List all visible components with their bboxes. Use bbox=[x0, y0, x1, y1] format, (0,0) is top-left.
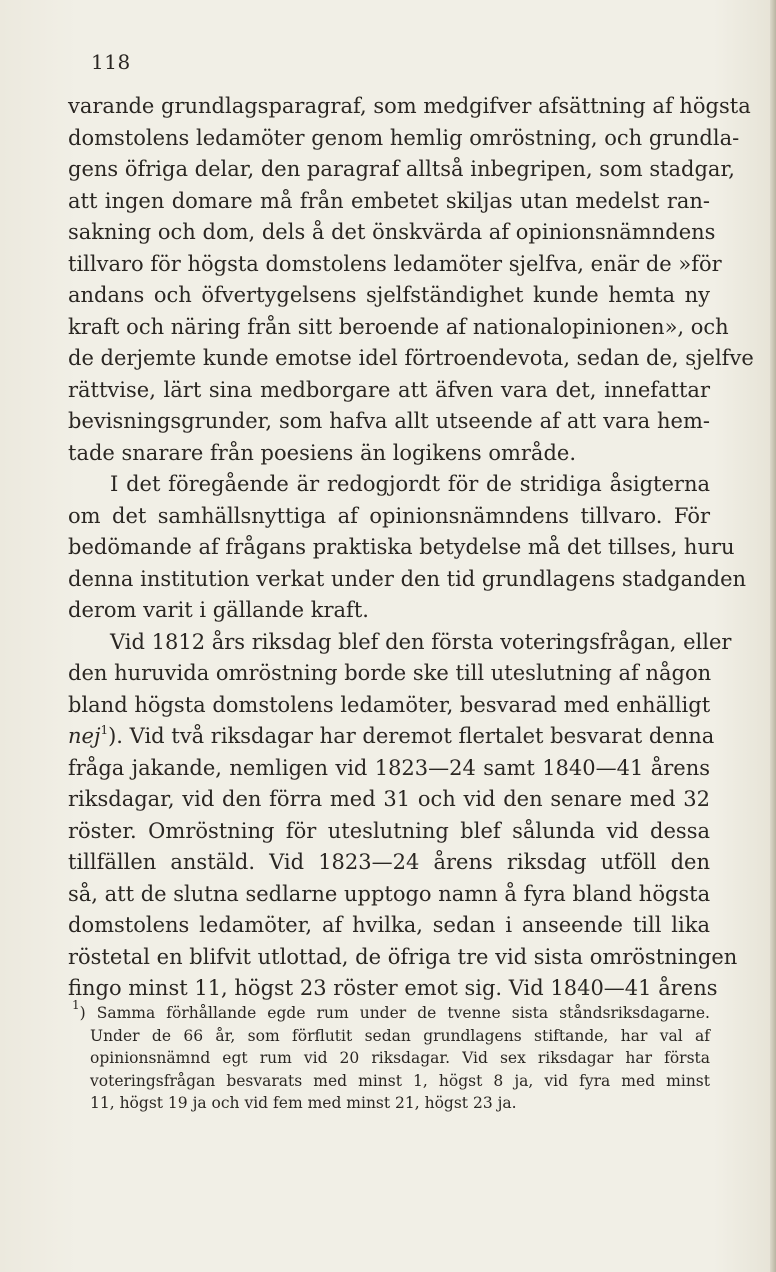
text-line: fråga jakande, nemligen vid 1823—24 samt 1840—41 årens bbox=[68, 755, 710, 780]
text-line: bland högsta domstolens ledamöter, besvarad med enhälligt bbox=[68, 692, 711, 717]
text-line-rest: ). Vid två riksdagar har deremot flertalet besvarat denna bbox=[108, 724, 715, 748]
text-line: bedömande af frågans praktiska betydelse må det tillses, huru bbox=[68, 535, 735, 559]
text-line: denna institution verkat under den tid grundlagens stadganden bbox=[68, 566, 747, 591]
text-line: domstolens ledamöter genom hemlig omröstning, och grundla- bbox=[68, 125, 740, 150]
footnote-line: 11, högst 19 ja och vid fem med minst 21, högst 23 ja. bbox=[90, 1094, 517, 1112]
footnotes bbox=[72, 998, 710, 1115]
footnote-mark: 1 bbox=[72, 998, 80, 1012]
text-line-with-note bbox=[68, 721, 715, 753]
text-line: om det samhällsnyttiga af opinionsnämndens tillvaro. För bbox=[68, 503, 710, 528]
paragraph-3 bbox=[68, 627, 738, 1005]
text-line: kraft och näring från sitt beroende af nationalopinionen», och bbox=[68, 314, 729, 339]
text-line: att ingen domare må från embetet skiljas utan medelst ran- bbox=[68, 188, 710, 213]
text-line: röster. Omröstning för uteslutning blef sålunda vid dessa bbox=[68, 818, 710, 843]
text-line: derom varit i gällande kraft. bbox=[68, 598, 369, 622]
text-line: gens öfriga delar, den paragraf alltså inbegripen, som stadgar, bbox=[68, 157, 735, 181]
text-line: fingo minst 11, högst 23 röster emot sig. Vid 1840—41 årens bbox=[68, 976, 718, 1000]
body-text bbox=[68, 91, 754, 1005]
text-line: den huruvida omröstning borde ske till uteslutning af någon bbox=[68, 661, 712, 685]
footnote-line: voteringsfrågan besvarats med minst 1, högst 8 ja, vid fyra med minst bbox=[90, 1071, 710, 1090]
text-line: riksdagar, vid den förra med 31 och vid den senare med 32 bbox=[68, 787, 710, 811]
text-line: tade snarare från poesiens än logikens område. bbox=[68, 440, 576, 465]
text-line: bevisningsgrunder, som hafva allt utseende af att vara hem- bbox=[68, 409, 710, 433]
footnote-line: opinionsnämnd egt rum vid 20 riksdagar. Vid sex riksdagar har första bbox=[90, 1049, 710, 1067]
text-line: Vid 1812 års riksdag blef den första voteringsfrågan, eller bbox=[110, 629, 732, 654]
paragraph-2 bbox=[68, 469, 747, 627]
text-line: så, att de slutna sedlarne upptogo namn å fyra bland högsta bbox=[68, 881, 711, 906]
footnote-line: Under de 66 år, som förflutit sedan grundlagens stiftande, har val af bbox=[90, 1026, 710, 1045]
text-line: I det föregående är redogjordt för de stridiga åsigterna bbox=[110, 472, 710, 496]
footnote-line: $^1$) Samma förhållande egde rum under de tvenne sista ståndsriksdagarne. bbox=[72, 998, 710, 1022]
text-line: röstetal en blifvit utlottad, de öfriga tre vid sista omröstningen bbox=[68, 944, 738, 969]
text-line: de derjemte kunde emotse idel förtroendevota, sedan de, sjelfve bbox=[68, 346, 754, 370]
italic-word: nej bbox=[68, 724, 101, 748]
text-line: rättvise, lärt sina medborgare att äfven vara det, innefattar bbox=[68, 377, 710, 402]
text-line: andans och öfvertygelsens sjelfständighet kunde hemta ny bbox=[68, 283, 710, 307]
paragraph-1 bbox=[68, 91, 754, 469]
text-line: domstolens ledamöter, af hvilka, sedan i anseende till lika bbox=[68, 913, 710, 937]
page-edge bbox=[770, 0, 776, 1272]
footnote-reference: 1 bbox=[100, 723, 109, 737]
text-line: varande grundlagsparagraf, som medgifver afsättning af högsta bbox=[68, 94, 751, 118]
page-number: 118 bbox=[91, 50, 131, 74]
text-line: tillvaro för högsta domstolens ledamöter sjelfva, enär de »för bbox=[68, 251, 722, 276]
text-line: tillfällen anstäld. Vid 1823—24 årens riksdag utföll den bbox=[68, 850, 710, 874]
text-line: sakning och dom, dels å det önskvärda af opinionsnämndens bbox=[68, 220, 716, 244]
